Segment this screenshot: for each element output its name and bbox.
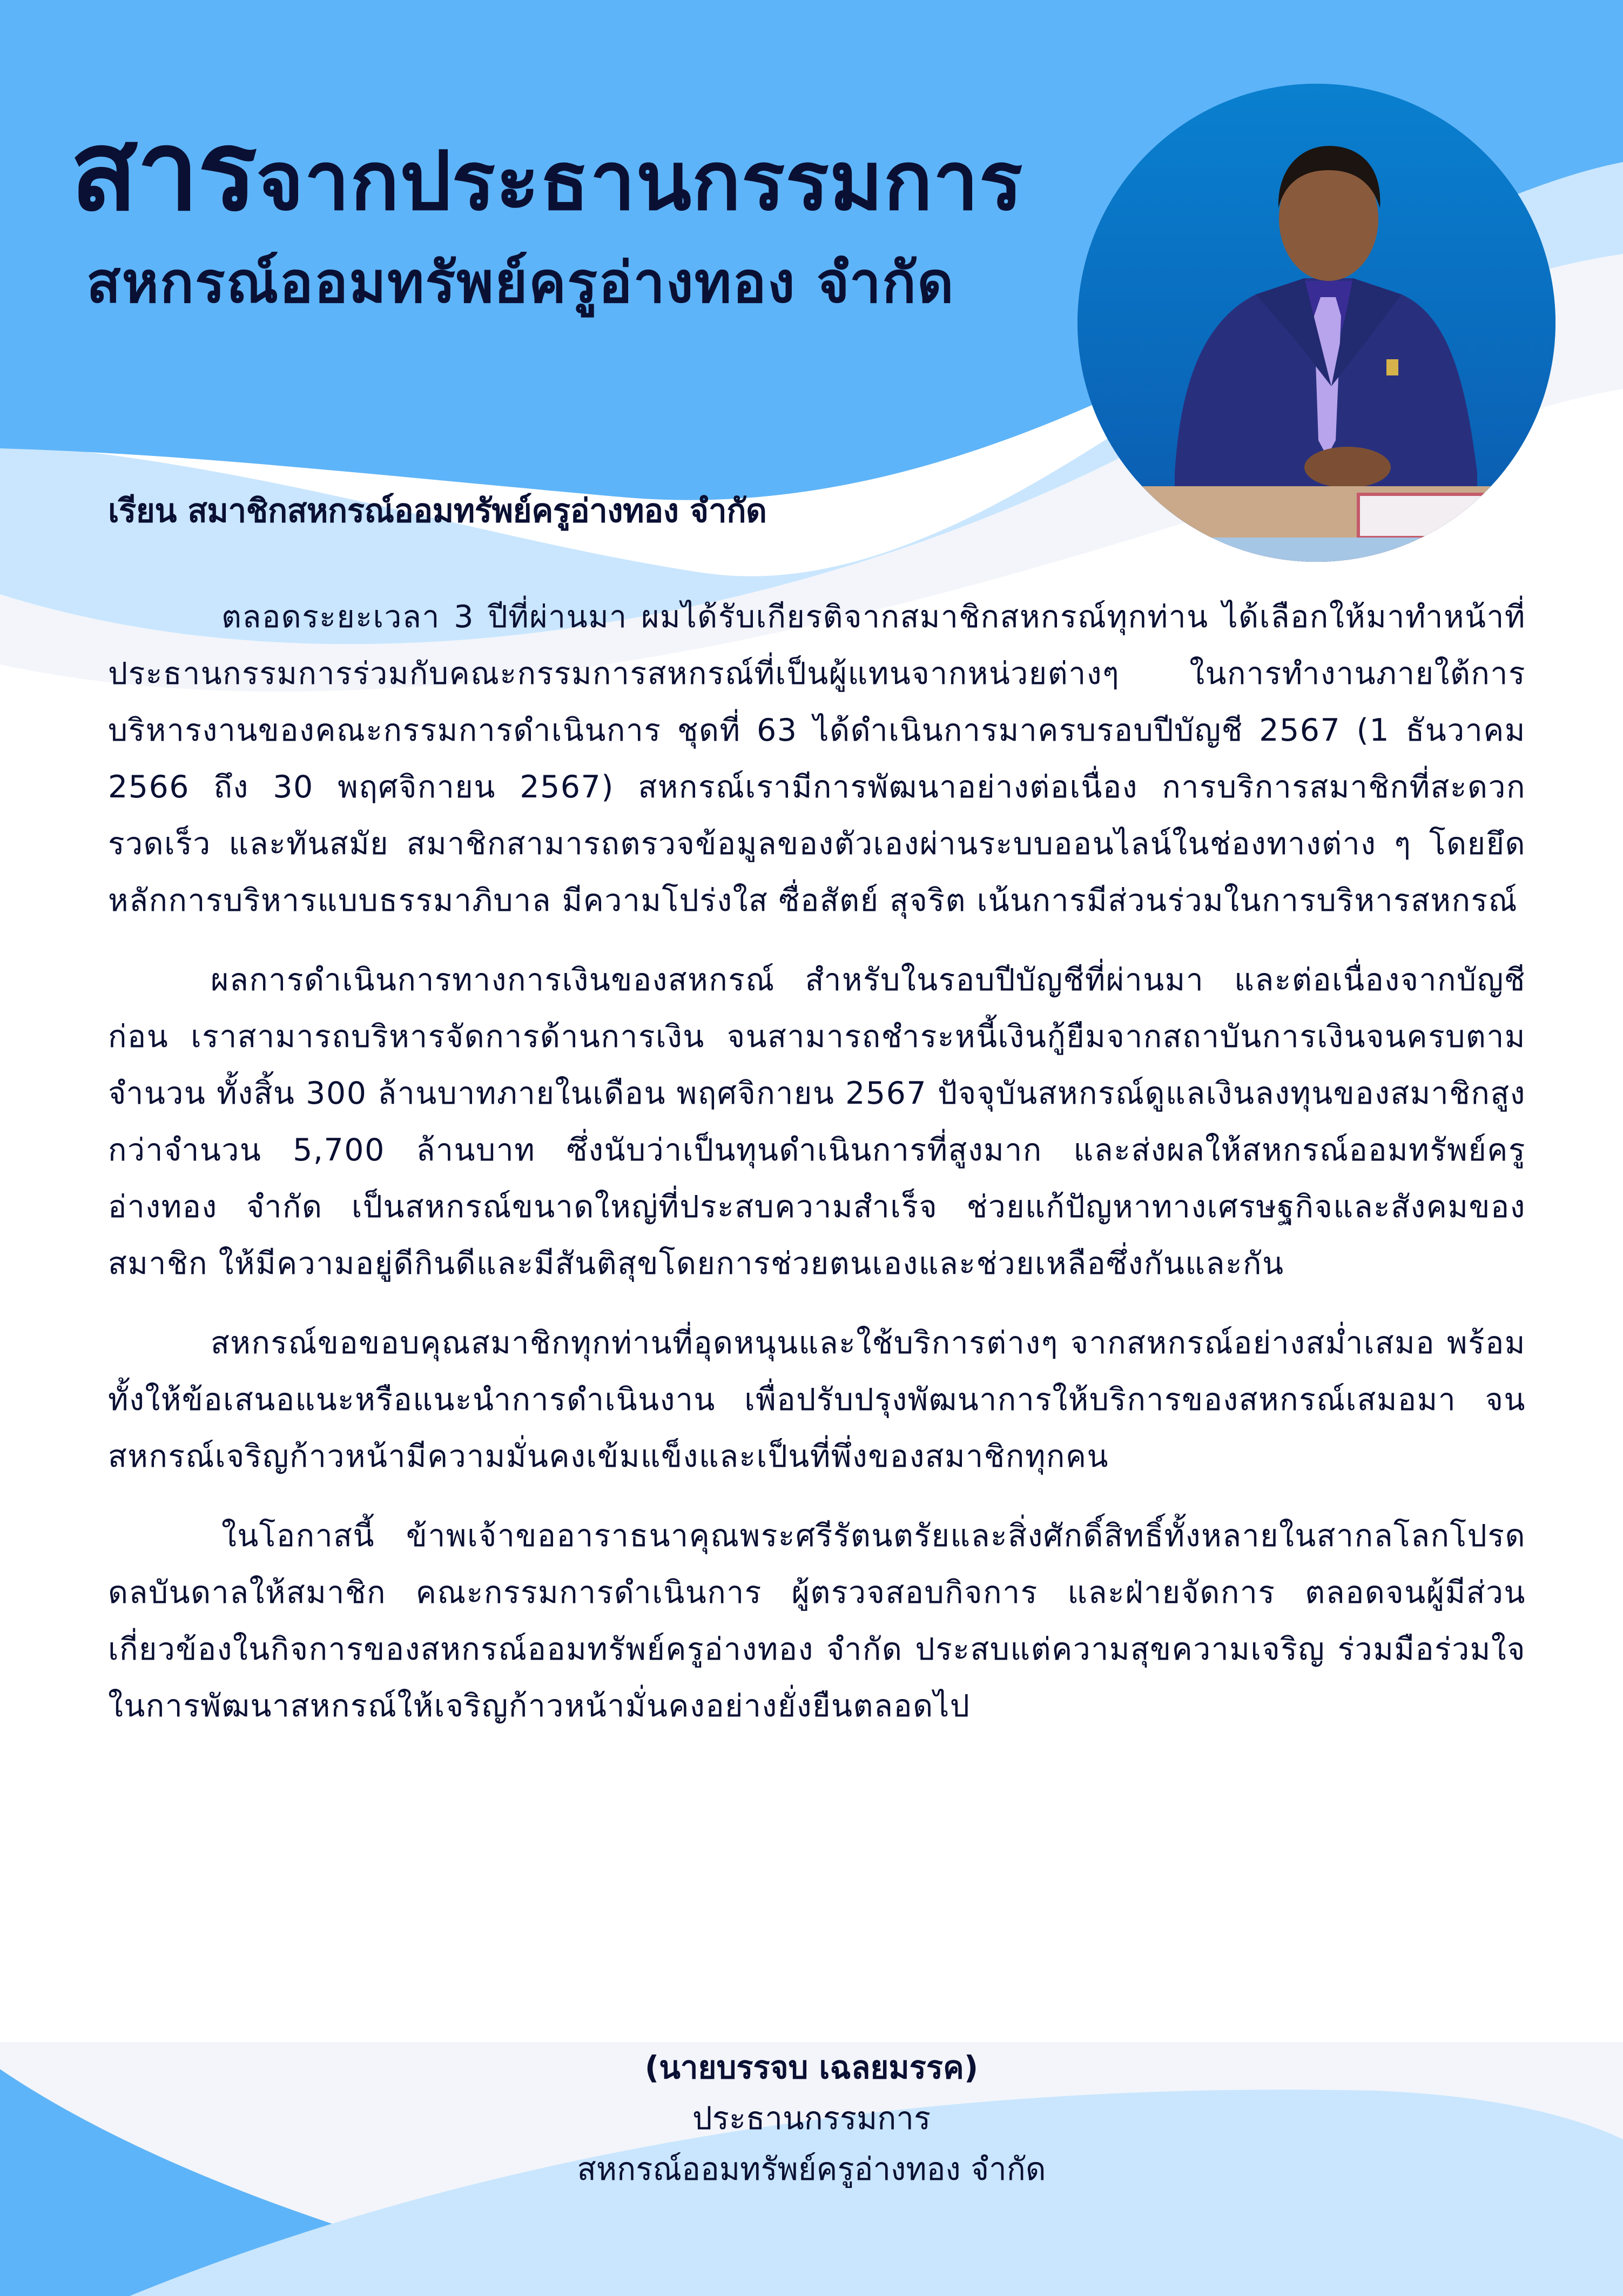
- paragraph-1: ตลอดระยะเวลา 3 ปีที่ผ่านมา ผมได้รับเกียรติจากสมาชิกสหกรณ์ทุกท่าน ได้เลือกให้มาทำหน้าที่ประธานกรรมการร่วมกับคณะกรรมการสหกรณ์ที่เป็นผู้แทนจากหน่วยต่างๆ ในการทำงานภายใต้การบริหารงานของคณะกรรมการดำเนินการ ชุดที่ 63 ได้ดำเนินการมาครบรอบปีบัญชี 2567 (1 ธันวาคม 2566 ถึง 30 พฤศจิกายน 2567) สหกรณ์เรามีการพัฒนาอย่างต่อเนื่อง การบริการสมาชิกที่สะดวก รวดเร็ว และทันสมัย สมาชิกสามารถตรวจข้อมูลของตัวเองผ่านระบบออนไลน์ในช่องทางต่าง ๆ โดยยึดหลักการบริหารแบบธรรมาภิบาล มีความโปร่งใส ซื่อสัตย์ สุจริต เน้นการมีส่วนร่วมในการบริหารสหกรณ์: [108, 599, 1526, 918]
- paragraph-4: ในโอกาสนี้ ข้าพเจ้าขออาราธนาคุณพระศรีรัตนตรัยและสิ่งศักดิ์สิทธิ์ทั้งหลายในสากลโลกโปรดดลบันดาลให้สมาชิก คณะกรรมการดำเนินการ ผู้ตรวจสอบกิจการ และฝ่ายจัดการ ตลอดจนผู้มีส่วนเกี่ยวข้องในกิจการของสหกรณ์ออมทรัพย์ครูอ่างทอง จำกัด ประสบแต่ความสุขความเจริญ ร่วมมือร่วมใจในการพัฒนาสหกรณ์ให้เจริญก้าวหน้ามั่นคงอย่างยั่งยืนตลอดไป: [108, 1518, 1526, 1724]
- salutation: เรียน สมาชิกสหกรณ์ออมทรัพย์ครูอ่างทอง จำกัด: [108, 492, 767, 530]
- hands: [1304, 447, 1391, 488]
- title-emphasis: สาร: [70, 107, 257, 236]
- message-body: [108, 589, 1526, 1757]
- page-title: [70, 107, 1023, 236]
- signatory-position: ประธานกรรมการ: [692, 2100, 931, 2137]
- title-rest: จากประธานกรรมการ: [256, 135, 1023, 229]
- signatory-name: (นายบรรจบ เฉลยมรรค): [644, 2049, 979, 2086]
- page-subtitle: สหกรณ์ออมทรัพย์ครูอ่างทอง จำกัด: [86, 250, 955, 315]
- signatory-organization: สหกรณ์ออมทรัพย์ครูอ่างทอง จำกัด: [577, 2151, 1046, 2187]
- chairman-portrait: [1077, 84, 1555, 562]
- paragraph-2: ผลการดำเนินการทางการเงินของสหกรณ์ สำหรับในรอบปีบัญชีที่ผ่านมา และต่อเนื่องจากบัญชีก่อน เราสามารถบริหารจัดการด้านการเงิน จนสามารถชำระหนี้เงินกู้ยืมจากสถาบันการเงินจนครบตามจำนวน ทั้งสิ้น 300 ล้านบาทภายในเดือน พฤศจิกายน 2567 ปัจจุบันสหกรณ์ดูแลเงินลงทุนของสมาชิกสูงกว่าจำนวน 5,700 ล้านบาท ซึ่งนับว่าเป็นทุนดำเนินการที่สูงมาก และส่งผลให้สหกรณ์ออมทรัพย์ครูอ่างทอง จำกัด เป็นสหกรณ์ขนาดใหญ่ที่ประสบความสำเร็จ ช่วยแก้ปัญหาทางเศรษฐกิจและสังคมของสมาชิก ให้มีความอยู่ดีกินดีและมีสันติสุขโดยการช่วยตนเองและช่วยเหลือซึ่งกันและกัน: [108, 962, 1526, 1281]
- signature-block: [0, 2042, 1623, 2194]
- paragraph-3: สหกรณ์ขอขอบคุณสมาชิกทุกท่านที่อุดหนุนและใช้บริการต่างๆ จากสหกรณ์อย่างสม่ำเสมอ พร้อมทั้งให้ข้อเสนอแนะหรือแนะนำการดำเนินงาน เพื่อปรับปรุงพัฒนาการให้บริการของสหกรณ์เสมอมา จนสหกรณ์เจริญก้าวหน้ามีความมั่นคงเข้มแข็งและเป็นที่พึ่งของสมาชิกทุกคน: [108, 1325, 1526, 1474]
- portrait-illustration: [1077, 84, 1555, 562]
